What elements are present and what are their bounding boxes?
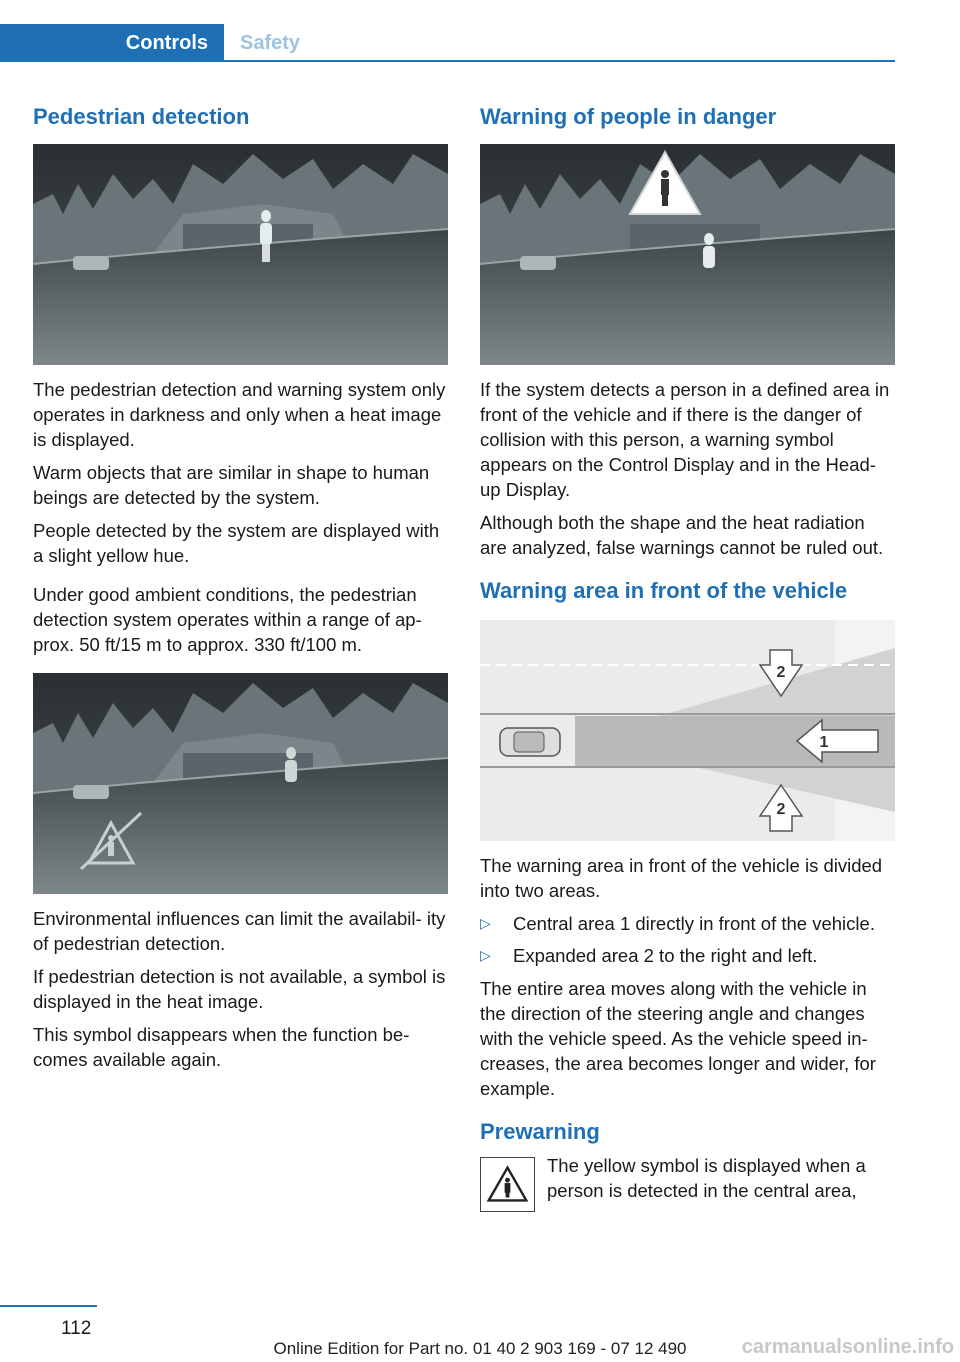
pedestrian-warning-triangle-icon	[480, 1157, 535, 1212]
paragraph: The entire area moves along with the vehicle in the direction of the steering angle and changes with the vehicle speed. As the vehicle speed in‐ creases, the area becomes longer and wider, for example.	[480, 978, 876, 1099]
paragraph: The pedestrian detection and warning system only operates in darkness and only when a heat image is displayed.	[33, 379, 446, 450]
page-number: 112	[61, 1318, 92, 1339]
right-column	[480, 100, 896, 1212]
paragraph: Warm objects that are similar in shape to human beings are detected by the system.	[33, 462, 430, 508]
paragraph: The yellow symbol is displayed when a person is detected in the central area,	[547, 1155, 866, 1201]
subheading-warning-area: Warning area in front of the vehicle	[480, 578, 848, 603]
left-column	[33, 100, 449, 1072]
paragraph: This symbol disappears when the function be‐ comes available again.	[33, 1024, 410, 1070]
tab-controls[interactable]: Controls	[0, 24, 224, 62]
svg-text:2: 2	[776, 801, 786, 818]
paragraph: If pedestrian detection is not available, a symbol is displayed in the heat image.	[33, 966, 446, 1012]
vehicle-icon	[500, 728, 560, 756]
footer-rule	[0, 1305, 97, 1307]
paragraph: Environmental influences can limit the availabil‐ ity of pedestrian detection.	[33, 908, 446, 954]
edition-note: Online Edition for Part no. 01 40 2 903 169 - 07 12 490	[273, 1339, 687, 1358]
bullet-triangle-icon: ▷	[480, 947, 491, 963]
thermal-image-detection-unavailable	[33, 673, 448, 894]
svg-text:1: 1	[819, 734, 829, 751]
watermark: carmanualsonline.info	[741, 1336, 954, 1358]
paragraph: People detected by the system are displayed with a slight yellow hue.	[33, 520, 440, 566]
section-tabs	[0, 24, 895, 62]
svg-text:2: 2	[776, 664, 786, 681]
list-item: ▷ Expanded area 2 to the right and left.	[480, 945, 818, 966]
prewarning-block	[480, 1153, 896, 1212]
list-item: ▷ Central area 1 directly in front of the vehicle.	[480, 913, 875, 934]
warning-area-diagram	[480, 620, 895, 841]
heading-warning-people: Warning of people in danger	[480, 104, 777, 129]
thermal-image-pedestrian-warning	[480, 144, 895, 365]
tab-safety[interactable]: Safety	[240, 32, 301, 54]
thermal-image-pedestrian	[33, 144, 448, 365]
paragraph: If the system detects a person in a defined area in front of the vehicle and if there is the danger of collision with this person, a warning symbol appears on the Control Display and in the Head-up Display.	[480, 379, 890, 500]
heading-pedestrian-detection: Pedestrian detection	[33, 104, 250, 129]
subheading-prewarning: Prewarning	[480, 1119, 600, 1144]
tab-underline	[224, 60, 895, 62]
bullet-list	[480, 911, 896, 968]
paragraph: Although both the shape and the heat radiation are analyzed, false warnings cannot be ruled out.	[480, 512, 884, 558]
bullet-triangle-icon: ▷	[480, 915, 491, 931]
paragraph: Under good ambient conditions, the pedestrian detection system operates within a range of ap‐ prox. 50 ft/15 m to approx. 330 ft/100 m.	[33, 584, 422, 655]
paragraph: The warning area in front of the vehicle is divided into two areas.	[480, 855, 883, 901]
